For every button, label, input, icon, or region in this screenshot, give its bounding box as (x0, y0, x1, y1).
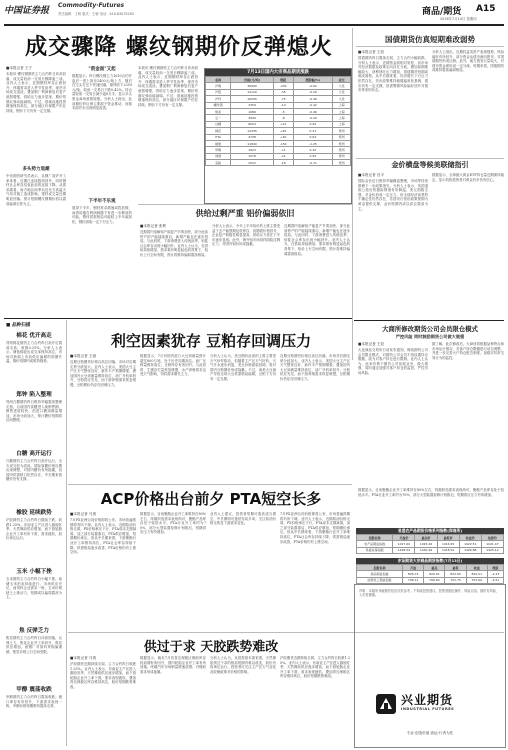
table-cell: -5 (273, 108, 293, 114)
date-line: 2016年7月14日 星期四 (440, 17, 477, 21)
table-row (206, 160, 351, 166)
soy-body-3: 分析人士认为，美豆期价此前的上涨主要受天气炒作推动，但随着主产区天气好转，天气升水逐步消退，美豆价格面临回调，将对国内豆粕期价形成拖累。不过，南美大豆减产导致全球大豆供需格局偏紧，豆粕下方仍有一定支撑。 (210, 354, 276, 381)
table-cell: +30 (273, 134, 293, 140)
right-top-headline: 国债期货仿真短期难改弱势 (385, 35, 475, 44)
al-body-2: 分析人士表示，今年上半年铝价的上涨主要受益于去产能预期及低库存，但随着价格回升，企业复产积极性明显提高，供给压力将在下半年逐步显现。此外，海外铝市场同样面临过剩压力，对国内铝价形成拖累。 (212, 224, 280, 247)
table-cell: 甲醇 (206, 147, 231, 153)
table-cell: 826.74 (403, 571, 424, 577)
gold-body: 国际金价近日维持窄幅横盘整理，市场等待美联储下一步政策指引。分析人士表示，英国退欧公投后的避险情绪有所降温，美元指数走强，对金价形成一定压力，但全球经济前景的不确定性仍然存在，各国央行宽松政策预期为黄金提供支撑，金价短期内或以高位震荡为主。 (358, 179, 428, 211)
sidebar-items (4, 331, 64, 741)
sidebar-item-body: 郑州白糖期货昨日维持窄幅震荡整理走势。目前国内食糖进入纯销售期，销售进度较快，但进口糖到港量增加，市场分歧加大，预计糖价短期将区间整理。 (6, 400, 62, 423)
table-cell: 郑州 (333, 147, 351, 153)
table-cell: 郑州 (333, 140, 351, 146)
table-header-cell: 指数名称 (357, 565, 403, 571)
table-cell: 白糖 (206, 121, 231, 127)
table-cell: 708.84 (424, 577, 445, 583)
table-header-cell: 收盘价 (459, 535, 481, 541)
sidebar-item-body: 甲醇期货主力合约昨日震荡收跌。港口库存有所回升，下游需求表现一般，甲醇价格短期维持震荡走势。 (6, 695, 62, 709)
table-cell: -10 (273, 102, 293, 108)
table-cell: 6003 (231, 121, 274, 127)
table-cell: 1923 (231, 147, 274, 153)
sidebar-item (4, 567, 64, 623)
steel-sub-3: 下半年不乐观 (88, 199, 116, 204)
dce-byline: ■本报记者 王姣 (358, 342, 385, 346)
table-cell: -0.42 (293, 102, 333, 108)
table-cell: 822.60 (445, 571, 466, 577)
table-cell: 郑州 (333, 160, 351, 166)
table-cell: 2359 (231, 102, 274, 108)
table-cell: -0.20 (293, 115, 333, 121)
table-header-cell: 开盘 (403, 565, 424, 571)
headline-pta: ACP价格出台前夕 PTA短空长多 (100, 490, 322, 508)
page-number: A15 (476, 4, 496, 14)
sidebar-item (4, 390, 64, 446)
table-cell: 沪铜 (206, 83, 231, 89)
sidebar-item (4, 508, 64, 564)
table-header-cell: 结算价 (481, 535, 503, 541)
table-cell: +12 (273, 121, 293, 127)
steel-sub-2: 多头势力退潮 (22, 167, 50, 172)
table-cell: -230 (273, 83, 293, 89)
sidebar-item (4, 685, 64, 741)
paper-name: 中国证券报 (4, 6, 50, 16)
al-body: 近期国内电解铝产能复产节奏加快，部分此前停产的产能陆续重启，新增产能也在逐步投放。与此同时，下游消费进入传统淡季，铝锭社会库存出现小幅回升。业内人士认为，在供给持续增加、需求难有明显起色的背景下，铝价上行空间有限，预计将维持偏弱震荡格局。 (140, 230, 208, 257)
futures-table (205, 76, 351, 166)
sidebar-item-title: 玉米 小幅下挫 (16, 569, 52, 575)
right-top-body-2: 分析人士指出，近期权益类资产表现强势，风险偏好有所回升，部分资金从债市流向股市，对国债期货形成压制。此外，地方债发行量较大，对债市资金面形成一定分流。短期来看，国债期货或维持震荡偏弱格局。 (432, 50, 504, 73)
dce-body-2: 据了解，此次修改后，大商所将根据品种特点和市场运行情况，对客户持仓限额进行动态调整，并进一步完善大户持仓报告制度，加强对异常交易行为的监控。 (432, 342, 504, 360)
right-top-byline: ■本报记者 王姣 (358, 50, 385, 54)
steel-body: 本报讯 螺纹钢期货主力合约昨日冲高回落，成交量较前一交易日骤降逾三成。业内人士表示，近期钢材库存止跌回升，终端需求进入季节性淡季，现货市场成交清淡，叠加钢厂利润修复后复产意愿增强，供给压力逐步显现，期价短期反弹动能减弱。不过，基础设施投资增速保持高位，部分地区环保限产仍在持续，钢价下方仍有一定支撑。 (6, 72, 66, 113)
table-cell: 4738 (231, 134, 274, 140)
pta-body: 7月PX亚洲合同价格即将公布，市场普遍预期将有所下调。业内人士表示，近期原油价格走弱，PX价格承压下行，PTA成本支撑减弱，加之部分装置重启，PTA供应增加，短期期价承压。但从中长期来看，下游聚酯行业开工率维持高位，PTA社会库存持续下降，供需格局逐步改善，PTA价格仍有上涨空间。 (70, 518, 136, 555)
table-cell: 商品期货指数 (357, 571, 403, 577)
table-cell: 郑州 (333, 153, 351, 159)
sidebar-top-rule (4, 318, 352, 319)
steel-body-3: 中信期货研究员表示，从钢厂高炉开工率来看，近期已连续数周回升，同时钢材社会库存结束此前的连续下降。从需求端看，南方地区雨季以及北方高温天气均对施工造成影响，建材成交量近期明显回落。预计短期螺纹钢期价将以震荡偏弱走势为主。 (6, 174, 66, 206)
table-cell: 11840 (231, 140, 274, 146)
table-header-cell: 最低价 (437, 535, 459, 541)
rubber-body-3: 分析人士认为，从供需基本面来看，天然橡胶供过于求的格局短期内难以改变，胶价仍将承压运行。投资者可关注主产区天气变化及收储政策对价格的影响。 (210, 656, 276, 674)
industrial-futures-logo-icon (375, 693, 397, 715)
table-cell: 0.20 (293, 121, 333, 127)
soy-body-4: 近期豆粕期货价格自高位回落，市场对后期走势分歧加大。业内人士表示，美国大豆主产区天气整体良好，新作丰产预期增强，叠加国内大豆到港量维持高位，油厂开机率回升，豆粕供应充足，而下游养殖需求恢复缓慢，豆粕期价仍存在回调压力。 (280, 354, 350, 381)
table-row (357, 577, 504, 583)
table-cell: -0.71 (293, 160, 333, 166)
table-cell: 703.60 (466, 577, 487, 583)
table-cell: +45 (273, 128, 293, 134)
table-cell: 沪铝 (206, 89, 231, 95)
headline-soy: 利空因素犹存 豆粕存回调压力 (110, 332, 312, 350)
table-cell: 上海 (333, 115, 351, 121)
sidebar (4, 320, 64, 746)
table-cell: 沪锌 (206, 96, 231, 102)
table-header-cell: 涨跌 (273, 77, 293, 83)
table-header-cell: 价格(元/吨) (231, 77, 274, 83)
table-cell: 1418.52 (437, 547, 459, 553)
table-cell: 焦炭 (206, 108, 231, 114)
ad-logo (375, 689, 485, 729)
table-cell: PTA (206, 134, 231, 140)
table-row (357, 547, 504, 553)
rubber-body-2: 数据显示，截至7月初青岛保税区橡胶库存较前期有所回升，国内轮胎企业开工率有所回落，终端汽车市场销量增速放缓，对橡胶需求形成拖累。 (140, 656, 206, 674)
ad-box (354, 584, 506, 748)
dce-sub: 严控风险 同时鼓励期货公司做大做强 (395, 334, 465, 339)
gold-byline: ■本报记者 官平 (358, 173, 385, 177)
table-header-cell: 开盘价 (393, 535, 415, 541)
futures-table-box (204, 68, 352, 204)
table-cell: 1425.12 (481, 547, 503, 553)
table-cell: 易盛农基指数 (357, 547, 393, 553)
table-cell: -35 (273, 89, 293, 95)
ad-logo-text: 兴业期货 (401, 693, 454, 707)
index-table-box (356, 528, 504, 554)
sidebar-item-body: 白糖期货主力合约昨日高开运行，全天成交较为清淡。国际原糖价格近期出现调整，对国内糖价有所拖累，但国内供需缺口依然存在，中长期来看糖价仍有支撑。 (6, 459, 62, 482)
table-cell: 上海 (333, 121, 351, 127)
table-cell: 1430.49 (415, 547, 437, 553)
right-column-divider (352, 28, 353, 360)
pta-body-4: 7月PX亚洲合同价格即将公布，市场普遍预期将有所下调。业内人士表示，近期原油价格走弱，PX价格承压下行，PTA成本支撑减弱，加之部分装置重启，PTA供应增加，短期期价承压。但从中长期来看，下游聚酯行业开工率维持高位，PTA社会库存持续下降，供需格局逐步改善，PTA价格仍有上涨空间。 (280, 512, 350, 544)
index-table-title: 易盛农产品期货价格系列指数(郑商所) (356, 528, 504, 534)
steel-body-2: 数据显示，昨日螺纹钢主力1610合约开盘后一度上探至2400元/吨上方，随后在空头打压下快速回落，最终收于2359元/吨，较前一交易日下跌0.42%。持仓量较前一交易日减少逾8万手，显示多头资金离场意愿较强。分析人士指出，此前期价的反弹主要源于资金推动，而基本面并未出现明显改善。 (72, 74, 132, 111)
headline-main: 成交骤降 螺纹钢期价反弹熄火 (25, 35, 333, 60)
gold-rule (356, 158, 504, 159)
sidebar-item-body: 焦炭期货主力合约昨日冲高回落，反弹乏力。焦化企业开工率回升，焦炭供应增加，而钢厂对原料采购偏谨慎，焦炭价格上行空间受限。 (6, 636, 62, 654)
table-cell: 1076 (231, 153, 274, 159)
table-cell: 玻璃 (206, 153, 231, 159)
steel-body-continued: 本报讯 螺纹钢期货主力合约昨日冲高回落，成交量较前一交易日骤降逾三成。业内人士表示，近期钢材库存止跌回升，终端需求进入季节性淡季，现货市场成交清淡，叠加钢厂利润修复后复产意愿增强，供给压力逐步显现，期价短期反弹动能减弱。不过，基础设施投资增速保持高位，部分地区环保限产仍在持续，钢价下方仍有一定支撑。 (138, 66, 198, 107)
table-header-cell: 最低 (445, 565, 466, 571)
sidebar-item-body: 沪胶期货主力合约昨日继续下跌，收跌1.25%。东南亚主产区进入割胶旺季，天然橡胶供应增加，而下游轮胎企业开工率有所下滑，需求疲软，胶价承压运行。 (6, 518, 62, 541)
table-cell: 0.56 (293, 153, 333, 159)
gold-headline: 金价横盘等候美联储指引 (391, 161, 469, 169)
gold-body-2: 数据显示，全球最大黄金ETF持仓量近期保持稳定，显示机构投资者对黄金后市仍有信心。 (432, 173, 504, 182)
table-cell: 农产品期货指数 (357, 541, 393, 547)
steel-byline: ■本报记者 王宁 (6, 66, 33, 70)
commodity-index-box (356, 558, 504, 584)
table-cell: 1080 (231, 108, 274, 114)
table-cell: 824.51 (466, 571, 487, 577)
table-header-cell: 涨跌 (487, 565, 503, 571)
table-cell: 0.31 (293, 128, 333, 134)
pta-body-5: 数据显示，目前聚酯企业开工率维持在80%左右，终端织造需求表现尚可，聚酯产品库存处于较低水平。PTA行业开工率约为70%，部分大型装置检修计划推迟，短期供应压力有所增加。 (358, 488, 504, 497)
table-cell: 706.11 (403, 577, 424, 583)
soy-body: 近期豆粕期货价格自高位回落，市场对后期走势分歧加大。业内人士表示，美国大豆主产区天气整体良好，新作丰产预期增强，叠加国内大豆到港量维持高位，油厂开机率回升，豆粕供应充足，而下游养殖需求恢复缓慢，豆粕期价仍存在回调压力。 (70, 360, 136, 387)
table-cell: 螺纹钢 (206, 102, 231, 108)
table-cell: 郑州 (333, 134, 351, 140)
table-cell: 3940 (231, 115, 274, 121)
dce-body: 大连商品交易所日前发布通知，修改期货公司会员限仓模式，对期货公司会员不再设置持仓限额，改为对客户持仓进行限制。业内人士认为，此举有利于期货公司拓展业务，做大做强，同时通过加强对客户持仓的监管，严控市场风险。 (358, 348, 428, 375)
masthead-rule (4, 24, 504, 26)
ad-logo-en: INDUSTRIAL FUTURES (401, 707, 455, 711)
sidebar-item-title: 棉花 优开高走 (16, 333, 52, 339)
table-header-cell: 名称 (206, 77, 231, 83)
table-cell: -75 (273, 96, 293, 102)
table-cell: +2 (273, 147, 293, 153)
editor-line: 责任编辑：王明 版式：王敏 电话：010-63070285 (58, 12, 134, 16)
sidebar-item-title: 橡胶 延续跌势 (16, 510, 52, 516)
table-cell: 829.91 (424, 571, 445, 577)
section-en: Commodity·Futures (58, 2, 125, 9)
table-cell: +6 (273, 153, 293, 159)
sidebar-item-body: 郑州棉花期货主力合约昨日高开后震荡走高，收涨0.31%。分析人士表示，储备棉轮出成交率保持高位，市场对新棉上市前供应偏紧的预期升温，棉价短期内或维持强势。 (6, 341, 62, 364)
table-header-cell: 最高价 (415, 535, 437, 541)
rubber-byline: ■本报记者 马爽 (70, 656, 97, 660)
table-cell: 1428.54 (393, 547, 415, 553)
table-cell: -0.29 (293, 89, 333, 95)
table-cell: 1021.47 (481, 541, 503, 547)
futures-table-title: 7月13日国内大宗商品期货涨跌 (205, 69, 351, 76)
commodity-index-title: 东证期货大宗商品期货指数(7月13日) (356, 558, 504, 564)
al-rule-top (138, 204, 352, 205)
table-cell: -8 (273, 115, 293, 121)
table-cell: 能源化工期货指数 (357, 577, 403, 583)
table-header-cell: 收盘 (466, 565, 487, 571)
soy-body-2: 数据显示，7月份国内进口大豆到港量预计超过800万吨，处于历史同期高位。油厂压榨量维持高位，豆粕库存有所回升。与此同时，生猪存栏量恢复缓慢，水产养殖需求也受天气影响，饲料需求增长乏力。 (140, 354, 206, 377)
table-cell: 1017.60 (393, 541, 415, 547)
right-top-body: 国债期货昨日震荡走弱，主力合约小幅收跌。分析人士表示，近期资金面相对宽松，但市场对经济数据及政策走向存在分歧，叠加前期涨幅较大，获利回吐压力增加，国债期货短期或难改弱势。从中长期来看，经济增长下行压力依然存在，货币政策维持稳健偏宽松基调，债市仍有一定支撑，但需警惕风险偏好回升对债市带来的冲击。 (358, 56, 428, 93)
table-cell: 36990 (231, 83, 274, 89)
rubber-body: 沪胶期货近期持续走弱，主力合约昨日收跌1.25%。业内人士表示，东南亚主产区进入割胶旺季，天然橡胶供应逐步增加，而下游轮胎企业开工率下滑，需求表现疲软，叠加青岛保税区库存维持高位，胶价短期跌势难改。 (70, 662, 136, 689)
ad-footnote: 声明：本版所刊载期货信息仅供参考，不构成投资建议。投资者据此操作，风险自担。期市有风险，入市需谨慎。 (359, 589, 500, 598)
index-table (356, 534, 504, 554)
section-cn: 商品/期货 (422, 7, 462, 17)
sidebar-item-title: 焦 反弹乏力 (19, 628, 49, 634)
pta-rule-top (68, 484, 352, 485)
table-cell: 1016.55 (437, 541, 459, 547)
table-cell: 12110 (231, 89, 274, 95)
al-byline: ■本报记者 张利 (140, 224, 167, 228)
table-cell: -0.46 (293, 108, 333, 114)
right-mid-rule (354, 320, 504, 321)
sidebar-item-title: 甲醇 震荡收跌 (16, 687, 52, 693)
table-cell: 上海 (333, 108, 351, 114)
ad-slogan: 专业·创造价值 致远·行者为先 (406, 731, 454, 735)
table-cell: 橡胶 (206, 140, 231, 146)
table-cell: 1022.51 (459, 541, 481, 547)
table-header-cell: 最高 (424, 565, 445, 571)
table-cell: 大连 (333, 83, 351, 89)
table-cell: 701.75 (445, 577, 466, 583)
al-headline: 供给过剩严重 铝价偏弱依旧 (195, 209, 295, 218)
sidebar-item (4, 626, 64, 682)
pta-body-3: 业内人士建议，投资者短期可逢高适当做空，中长期则可逢低布局多单，关注原油价格走势及下游需求变化。 (210, 512, 276, 526)
sidebar-item-title: 郑钟 陷入整理 (16, 392, 52, 398)
table-cell: 豆一 (206, 115, 231, 121)
table-cell: 郑州 (333, 128, 351, 134)
sidebar-item-body: 玉米期货主力合约昨日小幅下挫。临储玉米拍卖持续进行，市场供应充足，而饲料企业需求一般，玉米价格缺乏上涨动力，短期或以偏弱震荡为主。 (6, 577, 62, 600)
table-header-cell: 成交 (333, 77, 351, 83)
table-cell: 大连 (333, 96, 351, 102)
dce-headline: 大商所修改期货公司会员限仓模式 (382, 325, 478, 333)
sidebar-item-title: 白糖 高开运行 (16, 451, 52, 457)
table-cell: -1.25 (293, 140, 333, 146)
al-body-3: 近期国内电解铝产能复产节奏加快，部分此前停产的产能陆续重启，新增产能也在逐步投放。与此同时，下游消费进入传统淡季，铝锭社会库存出现小幅回升。业内人士认为，在供给持续增加、需求难有明显起色的背景下，铝价上行空间有限，预计将维持偏弱震荡格局。 (284, 224, 350, 256)
sidebar-divider (66, 320, 67, 746)
pta-byline: ■本报记者 马爽 (70, 512, 97, 516)
table-cell: 大连 (333, 89, 351, 95)
steel-sub-1: "资金面"又起 (88, 67, 116, 72)
soy-byline: ■本报记者 王丽 (70, 354, 97, 358)
table-cell: 2522 (231, 160, 274, 166)
table-cell: -2.23 (487, 571, 503, 577)
table-cell: -0.46 (293, 96, 333, 102)
pta-body-2: 数据显示，目前聚酯企业开工率维持在80%左右，终端织造需求表现尚可，聚酯产品库存处于较低水平。PTA行业开工率约为70%，部分大型装置检修计划推迟，短期供应压力有所增加。 (140, 512, 206, 535)
table-cell: 1025.26 (415, 541, 437, 547)
table-cell: 菜粕 (206, 160, 231, 166)
table-cell: -150 (273, 140, 293, 146)
sidebar-item (4, 331, 64, 387)
table-cell: 0.10 (293, 147, 333, 153)
table-header-cell: 指数名称 (357, 535, 393, 541)
table-header-cell: 涨跌幅(%) (293, 77, 333, 83)
headline-rubber: 供过于求 天胶跌势难改 (143, 640, 279, 655)
table-cell: 14335 (231, 128, 274, 134)
masthead (0, 0, 508, 24)
table-cell: 上海 (333, 102, 351, 108)
table-cell: 0.64 (293, 134, 333, 140)
table-cell: -0.62 (293, 83, 333, 89)
table-cell: -2.51 (487, 577, 503, 583)
table-cell: 1426.88 (459, 547, 481, 553)
rubber-body-4: 沪胶期货近期持续走弱，主力合约昨日收跌1.25%。业内人士表示，东南亚主产区进入割胶旺季，天然橡胶供应逐步增加，而下游轮胎企业开工率下滑，需求表现疲软，叠加青岛保税区库存维持高位，胶价短期跌势难改。 (280, 656, 350, 679)
sidebar-header: ■ 品种扫描 (6, 323, 31, 328)
sidebar-item (4, 449, 64, 505)
commodity-index-table (356, 564, 504, 584)
steel-body-4: 展望下半年，钢材需求增速或将放缓，而供给端在利润刺激下有进一步释放的可能，整体供需格局可能较上半年偏宽松，钢价面临一定下行压力。 (72, 206, 132, 224)
table-cell: 16205 (231, 96, 274, 102)
table-cell: -18 (273, 160, 293, 166)
right-top-rule (356, 46, 504, 47)
table-cell: 棉花 (206, 128, 231, 134)
